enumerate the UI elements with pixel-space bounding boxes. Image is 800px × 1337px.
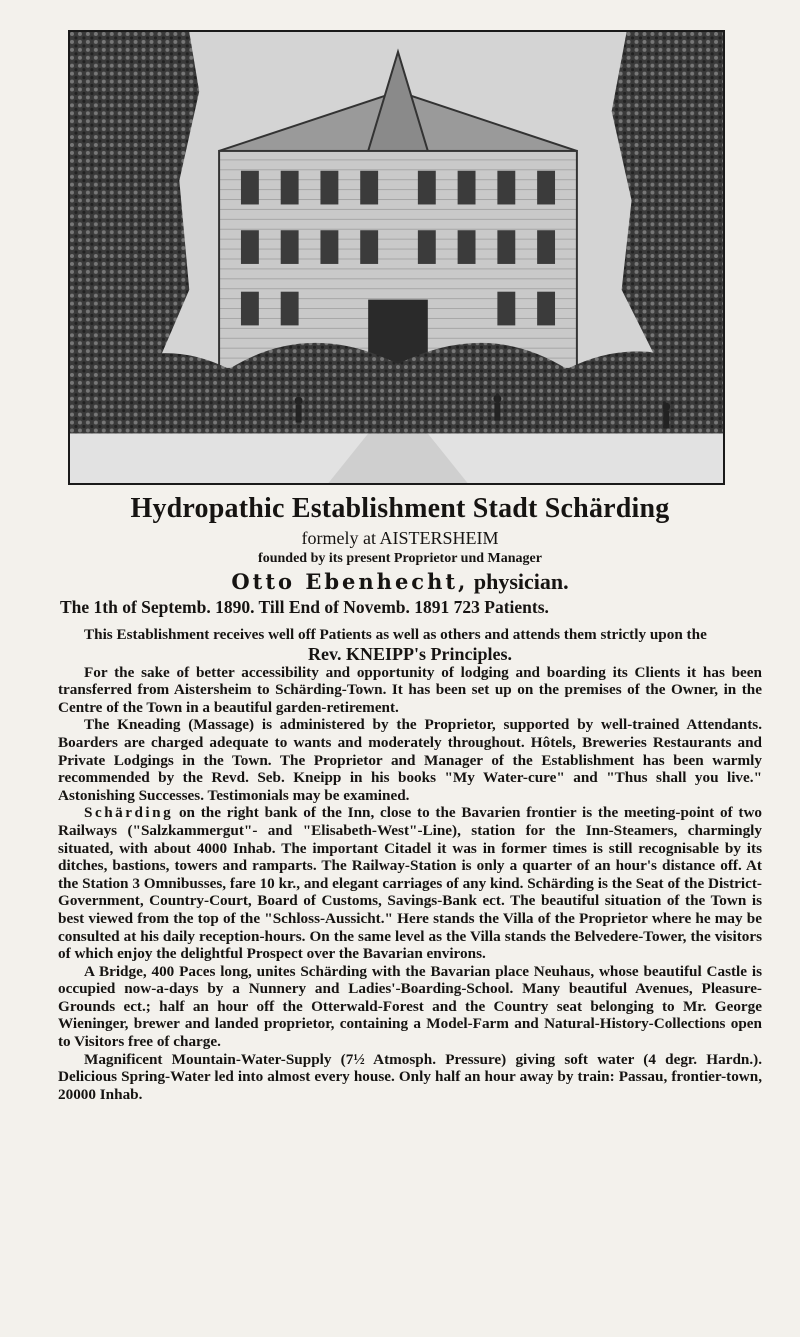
- patients-dates: The 1th of Septemb. 1890. Till End of Novemb. 1891 723 Patients.: [60, 597, 549, 617]
- paragraph-intro: This Establishment receives well off Patients as well as others and attends them strictly upon the: [84, 626, 707, 643]
- kneipp-principles: Rev. KNEIPP's Principles.: [308, 643, 512, 664]
- establishment-photograph: [68, 30, 725, 485]
- paragraph-kneading: The Kneading (Massage) is administered by the Proprietor, supported by well-trained Attendants. Boarders are charged adequate to wants and moderately throughout. Hôtels, Breweries Restaurants and Private Lodgings in the Town. The Proprietor and Manager of the Establishment has been warmly recommended by the Revd. Seb. Kneipp in his books "My Water-cure" and "Thus shall you live." Astonishing Successes. Testimonials may be examined.: [58, 716, 762, 804]
- founder-name: Otto Ebenhecht,: [231, 569, 469, 594]
- paragraph-water: Magnificent Mountain-Water-Supply (7½ Atmosph. Pressure) giving soft water (4 degr. Hardn.). Delicious Spring-Water led into almost every house. Only half an hour away by train: Passau, frontier-town, 20000 Inhab.: [58, 1050, 762, 1103]
- page-title: Hydropathic Establishment Stadt Schärding: [130, 493, 670, 524]
- founded-line: founded by its present Proprietor und Manager: [258, 551, 542, 566]
- scharding-lead: Schärding: [84, 804, 174, 822]
- founder-role: physician.: [473, 569, 569, 594]
- paragraph-bridge: A Bridge, 400 Paces long, unites Schärding with the Bavarian place Neuhaus, whose beautiful Castle is occupied now-a-days by a Nunnery and Ladies'-Boarding-School. Many beautiful Avenues, Pleasure-Grounds ect.; half an hour off the Otterwald-Forest and the Country seat belonging to Mr. George Wieninger, brewer and landed proprietor, containing a Model-Farm and Natural-History-Collections open to Visitors free of charge.: [58, 962, 762, 1051]
- article-body: [58, 626, 762, 1103]
- scharding-text: on the right bank of the Inn, close to the Bavarien frontier is the meeting-point of two Railways ("Salzkammergut"- and "Elisabeth-West"-Line), station for the Inn-Steamers, charmingly situated, with about 4000 Inhab. The important Citadel it was in former times is still recognisable by its ditches, bastions, towers and ramparts. The Railway-Station is only a quarter of an hour's distance off. At the Station 3 Omnibusses, fare 10 kr., and elegant carriages of any kind. Schärding is the Seat of the District-Government, Country-Court, Board of Customs, Savings-Bank ect. The beautiful situation of the Town is best viewed from the top of the "Schloss-Aussicht." Here stands the Villa of the Proprietor where he may be consulted at his daily reception-hours. On the same level as the Villa stands the Belvedere-Tower, the visitors of which enjoy the delightful Prospect over the Bavarian environs.: [58, 804, 763, 963]
- paragraph-scharding: [58, 804, 762, 962]
- founder-line: [0, 569, 800, 595]
- former-location: formely at AISTERSHEIM: [301, 528, 499, 548]
- building-illustration: [70, 32, 723, 483]
- paragraph-accessibility: For the sake of better accessibility and opportunity of lodging and boarding its Clients it has been transferred from Aistersheim to Schärding-Town. It has been set up on the premises of the Owner, in the Centre of the Town in a beautiful garden-retirement.: [58, 663, 762, 716]
